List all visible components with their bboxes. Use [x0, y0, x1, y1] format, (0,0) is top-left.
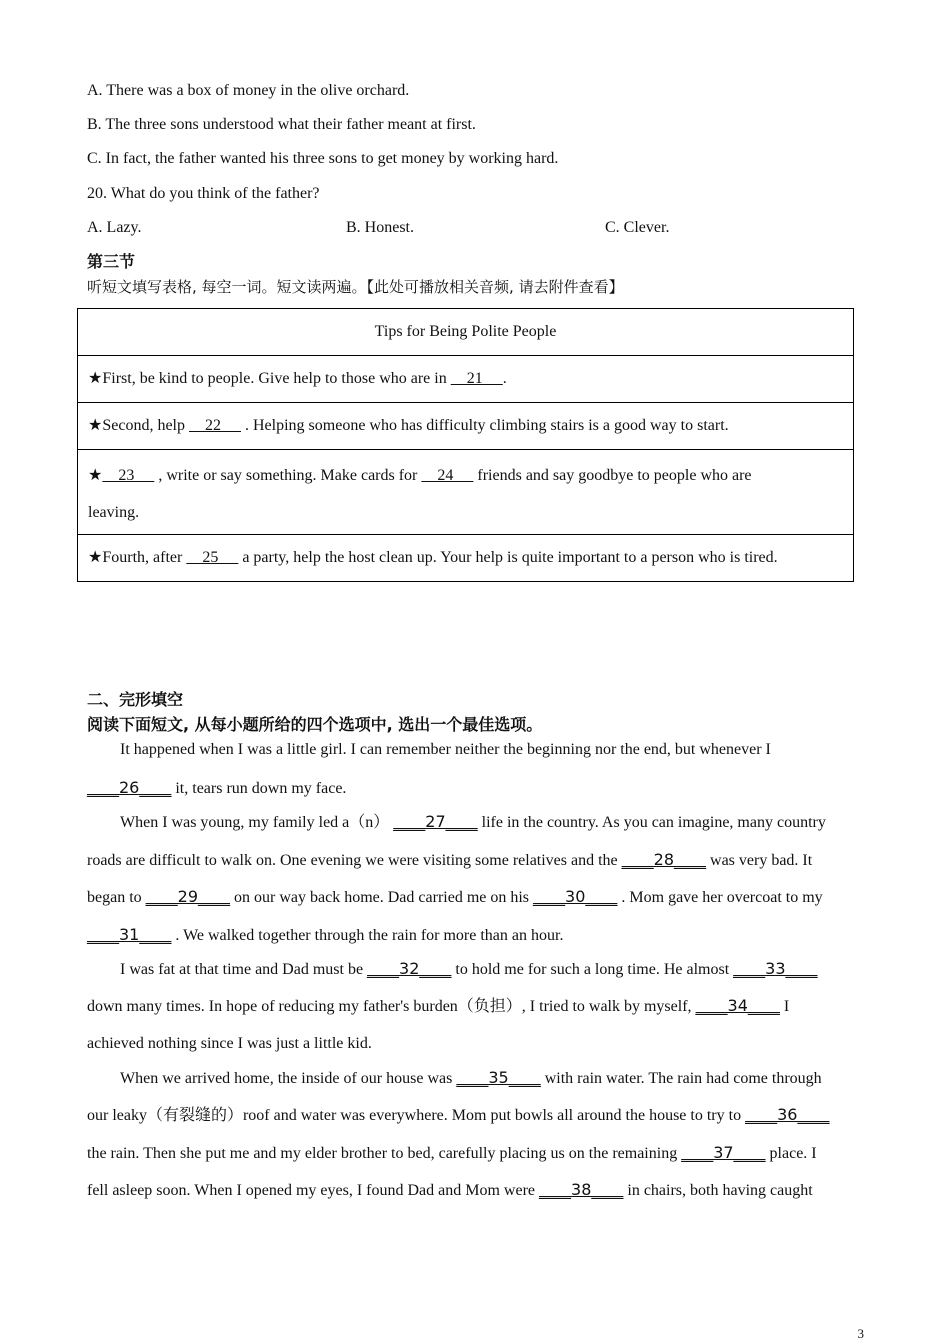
q20-option-c: C. Clever.: [605, 219, 670, 236]
paragraph-line: It happened when I was a little girl. I can remember neither the beginning nor the end, but whenever I: [120, 741, 771, 758]
q20-option-b: B. Honest.: [346, 219, 414, 236]
blank-25[interactable]: 25: [186, 549, 239, 566]
table-row: ★First, be kind to people. Give help to those who are in 21 .: [78, 356, 854, 403]
paragraph-line: ____26____ it, tears run down my face.: [87, 778, 347, 797]
table-row: ★Second, help 22 . Helping someone who has difficulty climbing stairs is a good way to start.: [78, 403, 854, 450]
paragraph-line: the rain. Then she put me and my elder brother to bed, carefully placing us on the remaining ____37____ place. I: [87, 1143, 817, 1162]
blank-31[interactable]: ____31____: [87, 925, 172, 944]
blank-22[interactable]: 22: [189, 417, 241, 434]
paragraph-line: our leaky（有裂缝的）roof and water was everywhere. Mom put bowls all around the house to try to ____36____: [87, 1105, 830, 1124]
blank-34[interactable]: ____34____: [695, 996, 780, 1015]
paragraph-line: When I was young, my family led a（n） ____27____ life in the country. As you can imagine, many country: [120, 812, 826, 831]
paragraph-line: ____31____ . We walked together through the rain for more than an hour.: [87, 925, 564, 944]
paragraph-line: achieved nothing since I was just a little kid.: [87, 1035, 372, 1052]
table-row: ★ 23 , write or say something. Make cards for 24 friends and say goodbye to people who are leaving.: [78, 450, 854, 535]
q19-option-c: C. In fact, the father wanted his three sons to get money by working hard.: [87, 150, 559, 167]
q19-option-b: B. The three sons understood what their father meant at first.: [87, 116, 476, 133]
paragraph-line: fell asleep soon. When I opened my eyes, I found Dad and Mom were ____38____ in chairs, both having caught: [87, 1180, 813, 1199]
cloze-instruction: 阅读下面短文, 从每小题所给的四个选项中, 选出一个最佳选项。: [87, 715, 543, 734]
blank-27[interactable]: ____27____: [393, 812, 478, 831]
paragraph-line: roads are difficult to walk on. One evening we were visiting some relatives and the ____28____ was very bad. It: [87, 850, 813, 869]
blank-35[interactable]: ____35____: [456, 1068, 541, 1087]
page-number: 3: [857, 1326, 864, 1341]
paragraph-line: began to ____29____ on our way back home. Dad carried me on his ____30____ . Mom gave her overcoat to my: [87, 887, 823, 906]
blank-32[interactable]: ____32____: [367, 959, 452, 978]
paragraph-line: When we arrived home, the inside of our house was ____35____ with rain water. The rain had come through: [120, 1068, 822, 1087]
blank-37[interactable]: ____37____: [681, 1143, 766, 1162]
blank-30[interactable]: ____30____: [533, 887, 618, 906]
q20-option-a: A. Lazy.: [87, 219, 142, 236]
q20-question: 20. What do you think of the father?: [87, 185, 320, 202]
section3-instruction: 听短文填写表格, 每空一词。短文读两遍。【此处可播放相关音频, 请去附件查看】: [87, 278, 624, 296]
section3-title: 第三节: [87, 252, 136, 271]
blank-21[interactable]: 21: [450, 370, 503, 387]
paragraph-line: down many times. In hope of reducing my father's burden（负担）, I tried to walk by myself, ____34____ I: [87, 996, 790, 1015]
q19-option-a: A. There was a box of money in the olive orchard.: [87, 82, 410, 99]
tips-table: [77, 308, 854, 582]
blank-28[interactable]: ____28____: [621, 850, 707, 869]
blank-36[interactable]: ____36____: [745, 1105, 830, 1124]
blank-26[interactable]: ____26____: [87, 778, 172, 797]
blank-23[interactable]: 23: [102, 466, 155, 484]
table-row: ★Fourth, after 25 a party, help the host clean up. Your help is quite important to a person who is tired.: [78, 535, 854, 582]
paragraph-line: I was fat at that time and Dad must be ____32____ to hold me for such a long time. He almost ____33____: [120, 959, 818, 978]
blank-38[interactable]: ____38____: [539, 1180, 624, 1199]
blank-33[interactable]: ____33____: [733, 959, 818, 978]
table-title: Tips for Being Polite People: [78, 309, 854, 356]
blank-29[interactable]: ____29____: [145, 887, 231, 906]
blank-24[interactable]: 24: [421, 466, 474, 484]
cloze-title: 二、完形填空: [87, 690, 184, 709]
